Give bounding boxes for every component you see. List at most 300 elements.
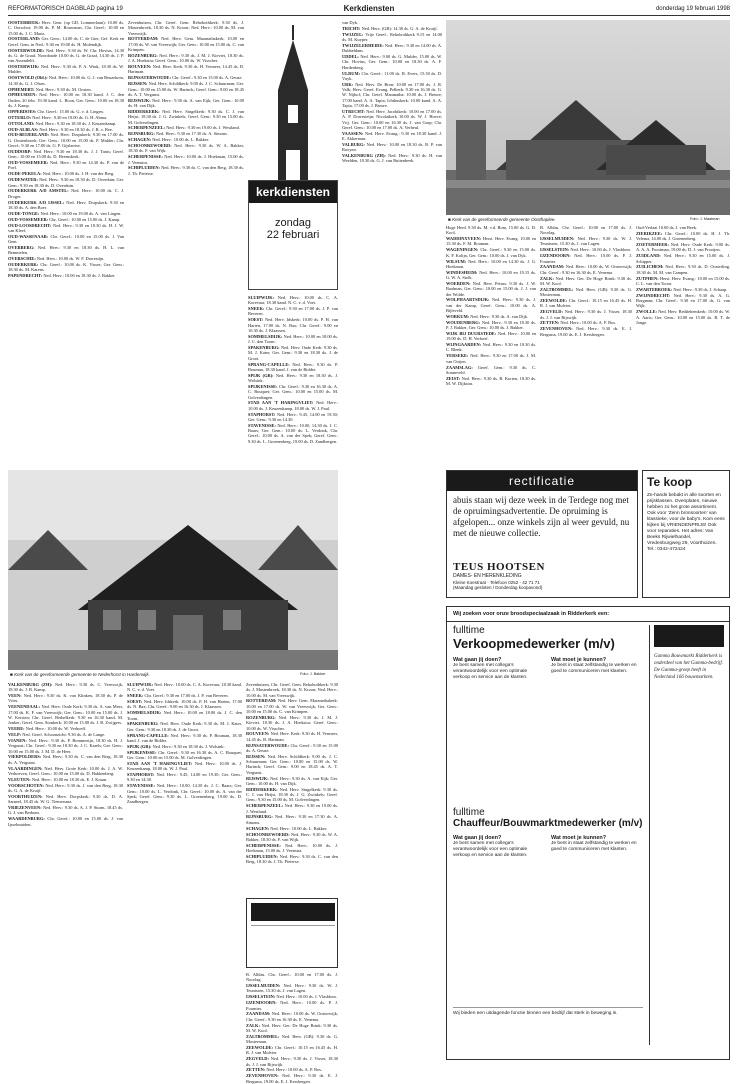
- job2-title: Chauffeur/Bouwmarktmedewerker (m/v): [453, 818, 643, 829]
- church-listing: [342, 82, 442, 108]
- church-listing: [248, 345, 338, 361]
- listing-place: OUDDORP:: [8, 148, 32, 154]
- listing-place: VALKENBURG (ZH):: [8, 682, 53, 687]
- job1-title: Verkoopmedewerker (m/v): [453, 636, 615, 651]
- listing-place: WOUDENBERG:: [446, 319, 481, 325]
- photo1-caption: [448, 217, 678, 222]
- listing-text: Ned. Herv. (GB): 9.30 ds. G. Mosterman.: [540, 286, 632, 298]
- church-listing: [127, 783, 242, 804]
- listing-place: SNEEK:: [248, 306, 265, 312]
- church-listing: [246, 826, 338, 831]
- church-listing: [8, 121, 124, 126]
- shop-address: Kleine Koestraat · Telefoon 0252 - 42 71 71: [453, 580, 540, 585]
- listing-place: RIJSSEN:: [128, 81, 148, 87]
- listing-text: Ned. Herv.: 10.00 ds. L. Bakker.: [270, 825, 328, 831]
- vacancy-heading: Wij zoeken voor onze broodspeciaalzaak in Ridderkerk een:: [447, 607, 729, 622]
- church-listing: [127, 772, 242, 783]
- church-listing: [128, 20, 244, 36]
- church-listing: [342, 71, 442, 82]
- church-listing: [246, 754, 338, 775]
- church-listing: [446, 225, 536, 236]
- church-listing: [540, 253, 632, 264]
- listing-place: ZALK:: [540, 275, 554, 281]
- listing-place: ZEVENHOVEN:: [540, 326, 573, 332]
- listing-place: ZOETERMEER:: [636, 242, 669, 248]
- church-listing: [540, 264, 632, 275]
- listing-text: Ned. Herv.: 9.30 ds. R. Korten, 18.30 ds. M. W. Dijkstra.: [446, 375, 536, 387]
- listing-text: Chr. Geref.: 9.30 en 16.30 ds. A. C. Bouquet; Ger. Gem.: 10.00 en 15.00 ds. M. Golverdingen.: [248, 383, 338, 400]
- listing-text: Ned. Herv.: 9.30 en 19.00 ds. J. Westland.: [246, 803, 338, 814]
- listing-place: OTTOLAND:: [8, 120, 35, 126]
- listing-place: SPRANG-CAPELLE:: [248, 361, 290, 367]
- church-listing: [540, 309, 632, 320]
- listing-text: Chr. Geref.: 15.00 ds. G. v. d. Lingen.: [37, 108, 104, 114]
- listing-text: B. Alblas. Chr. Geref.: 10.00 en 17.00 ds. J. Noorlag.: [540, 225, 632, 236]
- listing-place: RIJNSBURG:: [246, 814, 273, 820]
- shop-hours: (Maandag gesloten / Donderdag koopavond): [453, 585, 543, 590]
- listing-text: Ned. Herv.: 10.00 en 18.30 ds. E. J. Kraan.: [31, 776, 108, 782]
- job2-a1: Je bent samen met collega's verantwoordelijk voor een optimale verkoop en service aan de klanten.: [453, 841, 528, 858]
- listing-place: SCHAGEN:: [128, 137, 152, 143]
- listing-column-8: [636, 225, 730, 465]
- church-listing: [128, 154, 244, 165]
- listing-text: Ned. Herv.: 9.30 ds. A. van Dijk.: [470, 313, 529, 319]
- church-listing: [246, 994, 338, 999]
- job1-left: [453, 657, 543, 681]
- listing-text: Ned. Herv. Schildkerk: 9.00 ds. J. C. Schuurman; Ger. Gem.: 10.00 en 15.00 ds. W. Harinck; Geref. Gem.: 9.00 en 18.45 ds. A. T. Vergunst.: [246, 753, 338, 775]
- listing-text: Ned. Herv.: 9.30 ds. E. J. Bergsma, 19.00 ds. E. J. Kersbergen.: [540, 326, 632, 337]
- listing-text: Ned. Herv.: 9.30 ds. J. Visser, 18.30 ds. J. J. van Rijswijk.: [246, 1056, 338, 1067]
- listing-text: Ned. Herv. Petrus: 9.30 ds. J. W. Baalman, Ger. Gem.: 10.00 en 15.00 ds. J. J. van der Wolde.: [446, 280, 536, 297]
- job2-right: [551, 835, 641, 859]
- listing-place: STAVENISSE:: [248, 422, 276, 428]
- listing-place: RIJSSEN:: [246, 753, 266, 759]
- listing-text: Ned. Herv.: 9.30 en 18.30 ds. J. R. v. Ree.: [39, 126, 113, 132]
- listing-text: Ned. Herv.: 9.45, 14.00 en 19.30; Ger. Gem.: 9.30 en 14.30.: [248, 411, 338, 422]
- listing-text: Ned. Herv.: 9.30 ds. W. J. Teunissen, 15.30 ds. J. van Lagen.: [540, 236, 632, 247]
- banner-title: kerkdiensten: [249, 181, 337, 203]
- church-listing: [248, 334, 338, 345]
- listing-text: Ned. Herv. Oude Kerk: 9.30 ds. M. J. Kater, Ger. Gem.: 9.30 en 18.30 ds. J. de Groot.: [248, 345, 338, 361]
- church-listing: [8, 732, 123, 737]
- church-photo-2-image: [8, 470, 338, 670]
- listing-text: Ned. Herv.: 9.30 ds. D. Oosterling, 18.30 ds. M. M. van Campen.: [636, 264, 731, 275]
- listing-text: Ned. Herv. Schildkerk: 9.00 ds. J. C. Schuurman; Ger. Gem.: 10.00 en 15.00 ds. W. Harinck; Geref. Gem.: 9.00 en 18.45 ds. A. T. Vergunst.: [128, 81, 244, 97]
- listing-place: OVERBERG:: [8, 244, 35, 250]
- listing-place: ZETTEN:: [246, 1067, 266, 1073]
- church-listing: [8, 783, 123, 794]
- church-listing: [246, 1034, 338, 1045]
- listing-place: STAPHORST:: [248, 411, 276, 417]
- page-header: [8, 4, 730, 16]
- church-listing: [8, 766, 123, 777]
- vacancy-footer: Wij bieden een uitdagende functie binnen een bedrijf dat sterk in beweging is.: [453, 1007, 643, 1017]
- listing-place: ROUVEEN:: [246, 731, 270, 737]
- listing-place: VOORTHUIZEN:: [8, 793, 43, 799]
- job2-q2: Wat moet je kunnen?: [551, 835, 607, 841]
- church-listing: [8, 245, 124, 256]
- listing-place: SPAKENBURG:: [248, 345, 280, 351]
- vacancy-job2: [453, 807, 643, 859]
- listing-place: SCHIPLUIDEN:: [128, 165, 160, 171]
- listing-text: Geref. Gem.: 9.30 ds. C. Sonneveld.: [446, 364, 536, 375]
- listing-place: OUD-LOOSDRECHT:: [8, 222, 52, 228]
- church-listing: [246, 698, 338, 714]
- listing-place: SCHAGEN:: [246, 825, 270, 831]
- church-listing: [636, 293, 730, 309]
- listing-text: Chr. Geref.: 10.15 en 16.45 ds. H. R. J. van Mulvier.: [246, 1045, 338, 1056]
- listing-text: Ned. Herv.: 9.30 ds. W. A. Bakker, 18.30 ds. F. van Wijk.: [128, 143, 244, 154]
- church-listing: [8, 726, 123, 731]
- listing-text: Ned. Herv.: 10.00 ds. C. A. Korevaar, 18.30 kand. N. C. v. d. Voet.: [127, 682, 242, 693]
- listing-text: Chr. Geref.: 10.15 en 16.45 ds. H. R. J. van Mulvier.: [540, 298, 632, 309]
- listing-place: IJSSELMUIDEN:: [246, 983, 281, 989]
- listing-text: Ned. Herv.: 9.30 ds. C. van den Berg, 18.30 ds. J. Th. Pieterse.: [246, 853, 338, 865]
- church-listing: [8, 262, 124, 273]
- listing-place: OOSTWOLD (Old.):: [8, 75, 48, 81]
- listing-text: Ned. Herv.: 9.30 en 14.30 ds. P. van de Poel.: [8, 160, 124, 171]
- listing-place: SLUIPWIJK:: [127, 682, 154, 687]
- listing-text: Chr. Geref.: 10.00 en 15.00 ds. J. Van Gent.: [8, 233, 124, 245]
- listing-place: SPIJK (GR):: [248, 372, 274, 378]
- church-listing: [446, 247, 536, 258]
- listing-text: Ned. Herv.: 9.30 ds. P. Bommezijn, 18.30 ds. H. J. Vergunst; Chr. Geref.: 9.30 en 18.30 ds. J. C. Karels; Ger. Gem.: 10.00 en 15.00 ds. J. M. D. de Heer.: [8, 737, 123, 754]
- listing-place: ZEGVELD:: [540, 309, 563, 315]
- listing-text: Ned. Herv. Grote Kerk: 10.00 ds. J. A. W. Verhoeven, Geref. Gem.: 10.00 en 15.00 ds. D. Hakkenberg.: [8, 765, 123, 776]
- listing-place: IJZENDOORN:: [540, 253, 571, 259]
- listing-place: WORKUM:: [446, 313, 470, 319]
- listing-column-11: [246, 682, 338, 892]
- listing-text: Ned. Herv.: 9.30 en 17.30 ds. A. Simons.: [155, 131, 228, 137]
- photo2-caption: [10, 672, 290, 677]
- church-listing: [127, 699, 242, 710]
- listing-text: Herst. Herv. Evang.: 10.00 en 15.00 ds. C. L. van den Toorn.: [636, 275, 730, 286]
- kerkdiensten-banner: [248, 20, 338, 290]
- listing-place: SOEST:: [127, 699, 143, 705]
- job1-prefix: fulltime: [453, 625, 485, 636]
- listing-place: VIERPOLDERS:: [8, 754, 42, 760]
- church-listing: [8, 149, 124, 160]
- listing-place: ZETTEN:: [540, 320, 560, 326]
- church-listing: [342, 32, 442, 43]
- listing-text: Ned. Herv.: 10.00 ds. W. Oosterwijk; Chr. Geref.: 9.30 en 16.30 ds. E. Venema.: [246, 1011, 338, 1022]
- church-listing: [342, 109, 442, 130]
- listing-text: Ned. Herv.: 9.30 en 18.30 ds. H. L. van Bemmelen.: [8, 244, 124, 256]
- listing-text: Herst. Herv. Evang. 10.00 en 15.30 ds. F. M. Bouman.: [446, 236, 536, 247]
- church-listing: [342, 20, 442, 25]
- listing-place: SCHOONREWOERD:: [128, 143, 172, 149]
- rectificatie-title: rectificatie: [447, 471, 637, 491]
- listing-place: SPIJK (GR):: [127, 743, 152, 749]
- listing-column-6: [446, 225, 536, 465]
- church-listing: [446, 353, 536, 364]
- listing-text: Ned. Herv.: 9.30 ds. P. Bouman, 18.30 kand. J. van de Ridder.: [248, 361, 338, 372]
- listing-place: ZAANDAM:: [540, 264, 565, 270]
- listing-text: Hoge Herd. 9.30 ds. M. v.d. Bom, 15.00 ds. G. D. Kool.: [446, 225, 536, 236]
- listing-text: Ned. Herv.: 9.30 ds. A. van Eijk; Ger. Gem.: 10.00 ds. H. van Dijk.: [128, 97, 244, 109]
- job1-q2: Wat moet je kunnen?: [551, 657, 607, 663]
- listing-place: SCHOONREWOERD:: [246, 831, 290, 837]
- listing-text: Ned. Herv. Ger. De Hoge Brink: 9.30 ds. M. W. Kool.: [246, 1022, 338, 1033]
- church-listing: [248, 295, 338, 306]
- listing-text: Ned. Herv. Oude Kerk: 9.00 ds. A. A. A. Poortman, 19.00 ds. D. J. van Prooijen.: [636, 242, 730, 253]
- listing-place: OOSTERWIJK:: [8, 64, 40, 70]
- church-listing: [246, 832, 338, 843]
- vacancy-job1: [453, 625, 643, 681]
- church-listing: [248, 384, 338, 400]
- listing-place: ZAANDAM:: [246, 1011, 271, 1017]
- listing-place: VOORSCHOTEN:: [8, 782, 45, 788]
- church-listing: [246, 682, 338, 698]
- shop-name: TEUS HOOTSEN: [453, 561, 545, 573]
- church-listing: [8, 127, 124, 132]
- church-listing: [246, 1023, 338, 1034]
- photo2-caption-text: Kerk van de gereformeerde gemeente te Nederhorst in Harderwijk.: [14, 672, 150, 677]
- church-listing: [248, 362, 338, 373]
- listing-place: ZUTPHEN:: [636, 275, 659, 281]
- church-listing: [246, 731, 338, 742]
- listing-column-12: [246, 972, 338, 1084]
- church-listing: [8, 48, 124, 64]
- listing-text: Ned. Herv.: 9.30 en 17.00 ds. J. M. van Ooijen.: [446, 353, 536, 364]
- listing-place: ROZENBURG:: [128, 52, 158, 58]
- listing-text: Ned. Herv.: 9.30 ds. E. J. Bergsma, 19.00 ds. E. J. Kersbergen.: [246, 1073, 338, 1084]
- listing-text: Ned. Herv.: 10.00 en 18.30 kand. J. C. den Ouden, 20 febr. 19.30 kand. L. Boon, Ger. Gem.: 10.00 en 18.30 ds. J. Kamp.: [8, 92, 124, 109]
- job1-q1: Wat gaan jij doen?: [453, 657, 502, 663]
- listing-place: STAPHORST:: [127, 772, 155, 778]
- listing-place: OUDEWATER:: [8, 177, 38, 183]
- listing-place: ULRUM:: [342, 70, 361, 76]
- church-listing: [8, 704, 123, 725]
- church-listing: [8, 188, 124, 199]
- listing-place: ZALTBOMMEL:: [246, 1033, 280, 1039]
- church-listing: [128, 109, 244, 125]
- church-listing: [8, 223, 124, 234]
- listing-text: Ned. Herv.: 10.00 en 19.15 ds. G. W. A. Stolk.: [446, 269, 536, 281]
- listing-text: Ned. Herv.: 10.00 en 18.30 ds. B. P. van Rooyen.: [342, 141, 442, 153]
- listing-place: PAPENDRECHT:: [8, 273, 43, 279]
- church-listing: [8, 754, 123, 765]
- banner-day: zondag: [274, 217, 312, 229]
- listing-text: Ned. Herv.: 10.00 ds. J. Hoekman, 15.00 ds. J. Veenstra.: [128, 154, 244, 165]
- job1-right: [551, 657, 641, 681]
- listing-place: IJSSELSTEIN:: [540, 247, 570, 253]
- listing-text: Ned. Herv.: 9.00 ds. G. Mulder, 15.00 ds. W. Chr. Hovius, Ger. Gem.: 10.00 en 18.30 ds. A. F. Hardenberg.: [342, 54, 442, 70]
- listing-text: Oud-Verlaat 10.00 ds. J. van Beek.: [636, 225, 698, 230]
- listing-place: OUDE-PEKELA:: [8, 171, 42, 177]
- church-listing: [540, 276, 632, 287]
- listing-text: Ned. Herv. Oude Kerk: 9.30 ds. A. van Meer, 17.00 ds. K. F. van Vreeswijk; Ger. Gem.: 10.00 en 15.00 ds. J. W. Kersten; Chr. Geref. Bethelkerk: 9.30 en 16.30 kand. M. Jonker; Geref. Gem. Sionkerk: 10.00 en 15.00 ds. J. B. Zwijgers.: [8, 704, 123, 726]
- listing-place: ROTTERDAM:: [246, 698, 277, 704]
- church-listing: [128, 81, 244, 97]
- listing-text: Chr. Geref.: 9.30 en 15.00 ds. A. Geuze.: [172, 75, 243, 81]
- church-listing: [248, 412, 338, 423]
- listing-text: Herv. Gem. (op GD, Lommerlaan): 10.00 ds. C. Oorschot; 19.00 ds. P. M. Bouwman, Chr. Geref.: 10.00 en 15.00 ds. J. C. Maris.: [8, 20, 124, 36]
- job2-prefix: fulltime: [453, 807, 485, 818]
- church-listing: [8, 132, 124, 148]
- church-listing: [127, 721, 242, 732]
- church-listing: [128, 125, 244, 130]
- listing-text: Ned. Herv. De Bron: 10.00 en 17.00 ds. J. R. Valk; Herv. Geref. Evang. Pelkerk: 9.30 en 16.30 ds. G. W. Nijhof; Chr. Geref. Maranatha: 10.00 ds. J. Breure, 17.00 kand. A. A. Tapia; Ichthuskerk: 10.00 kand. A. A. Tapia, 17.00 ds. J. Breure.: [342, 81, 442, 109]
- photo1-caption-text: Kerk van de gereformeerde gemeente Oosthaplee.: [452, 217, 556, 222]
- listing-place: OTTERLO:: [8, 114, 32, 120]
- listing-text: Ned. Herv.: 9.30 en 18.30 ds. P. J. Bakker, Ger. Gem.: 10.00 ds. J. Bakker.: [446, 319, 536, 331]
- listing-column-3: [248, 295, 338, 465]
- listing-place: OOSTERBEEK:: [8, 20, 40, 25]
- listing-place: WAARDENBURG:: [8, 816, 45, 822]
- church-listing: [8, 177, 124, 188]
- church-listing: [8, 64, 124, 75]
- church-listing: [636, 264, 730, 275]
- listing-place: OUD-VOSSEMEER:: [8, 160, 49, 166]
- listing-text: Ned. Herv.: 9.30 en 18.30 ds. J. Wolsink.: [248, 372, 338, 384]
- listing-place: SPAKENBURG:: [127, 721, 159, 727]
- listing-place: SNEEK:: [127, 693, 144, 699]
- church-listing: [128, 131, 244, 136]
- listing-text: Ned. Herv.: 10.00 ds. J. Vlasblom.: [276, 994, 337, 1000]
- listing-place: STAD AAN 'T HARINGVLIET:: [127, 760, 193, 766]
- listing-place: SCHIPLUIDEN:: [246, 853, 278, 859]
- listing-place: RIDDERKERK:: [128, 108, 160, 114]
- listing-text: Ned. Herv.: 10.00 ds. W. Oosterwijk; Chr. Geref.: 9.30 en 16.30 ds. E. Venema.: [540, 264, 632, 275]
- church-listing: [446, 270, 536, 281]
- church-listing: [246, 972, 338, 983]
- listing-place: SCHERPENISSE:: [246, 842, 281, 848]
- listing-text: Ger. Gem.: 14.00 ds. C. de Gier, Gef. Kerk en Geref. Gem. in Ned.: 9.30 en 19.00 ds. H. Molendijk.: [8, 36, 124, 47]
- listing-place: ZEGVELD:: [246, 1056, 269, 1062]
- listing-place: VAASSEN:: [342, 130, 364, 136]
- church-listing: [246, 1073, 338, 1084]
- church-listing: [246, 715, 338, 731]
- listing-text: Ned. Herv.: 10.00 ds. J. Vlasblom.: [570, 247, 631, 253]
- church-listing: [540, 326, 632, 337]
- listing-text: Chr. Geref.: 9.30 en 15.00 ds. A. Geuze.: [246, 742, 338, 753]
- listing-text: Ned. Herv.: 9.30 en 18.30 ds. J. Keuzenkamp.: [35, 120, 117, 126]
- listing-place: SOEST:: [248, 317, 264, 323]
- listing-text: Ned. Herv.: 9.30 ds. J. Visser, 18.30 ds. J. J. van Rijswijk.: [540, 309, 632, 320]
- listing-place: SCHERPENZEEL:: [128, 125, 166, 131]
- listing-place: VEERE:: [8, 726, 25, 732]
- listing-text: Ned. Herv.: 10.00 en 19.00 ds. A. van Lingen.: [40, 210, 122, 216]
- church-listing: [8, 805, 123, 816]
- listing-place: TRICHT:: [342, 25, 361, 31]
- listing-place: VIANEN:: [8, 737, 27, 743]
- vacancy-ad: [446, 606, 730, 1060]
- church-listing: [128, 143, 244, 154]
- listing-place: ZALK:: [246, 1022, 260, 1028]
- church-listing: [8, 256, 124, 261]
- listing-text: Ned. Herv.: 9.30 ds. J. M. J. Kieviet, 18.30 ds. J. A. Hoekstra; Geref. Gem.: 10.00 ds. W. Visscher.: [246, 714, 338, 731]
- listing-column-1: [8, 20, 124, 465]
- church-listing: [446, 365, 536, 376]
- church-listing: [342, 43, 442, 54]
- listing-place: SOMMELSDIJK:: [127, 710, 162, 716]
- listing-place: OUD-ALBLAS:: [8, 126, 39, 132]
- listing-text: Ned. Herv.: 10.00 en 18.00 ds. J. C. den Toom.: [127, 710, 243, 721]
- listing-text: Ned. Herv. Kerk: 9.30 ds. H. Vermeer, 14.45 ds. B. Hartman.: [128, 64, 244, 75]
- listing-place: VELP:: [8, 732, 22, 738]
- church-listing: [127, 710, 242, 721]
- banner-box: [248, 180, 338, 290]
- listing-place: OPHEMERT:: [8, 86, 35, 92]
- church-listing: [127, 761, 242, 772]
- church-listing: [8, 171, 124, 176]
- church-listing: [446, 281, 536, 297]
- church-listing: [540, 320, 632, 325]
- listing-place: OVERSCHIE:: [8, 256, 36, 262]
- listing-text: Ned. Herv. (GB): 9.30 ds. G. Mosterman.: [246, 1033, 338, 1045]
- listing-text: Chr. Geref.: 9.30 en 17.00 ds. J. P. van Beveren.: [144, 693, 229, 699]
- listing-text: Ned. Herv.: 10.00 en 18.00 ds. J. C. den Toom.: [248, 333, 338, 345]
- listing-place: VLAARDINGEN:: [8, 765, 43, 771]
- listing-place: WOLPHAARTSDIJK:: [446, 297, 490, 303]
- listing-text: Ned. Herv.: 10.00 ds. J. Keuzenkamp, 18.00 ds. W. J. Paul.: [127, 760, 242, 772]
- listing-place: OUDERKERK:: [8, 262, 39, 268]
- listing-text: Ned. Herv.: 10.00 en 18.30 ds. J. Bakker.: [43, 273, 116, 279]
- listing-text: Ned. Herv. Oude Kerk: 9.30 ds. M. J. Kater, Ger. Gem.: 9.30 en 18.30 ds. J. de Groot.: [127, 721, 242, 732]
- shop-subtitle: DAMES- EN HERENKLEDING: [453, 573, 522, 579]
- photo1-credit: Foto: J. Maatman: [690, 217, 720, 221]
- listing-place: RIJSWIJK:: [128, 97, 151, 103]
- listing-text: Ned. Herv.: 9.30 ds. W. Chr. Hovius, 14.30 ds. G. de Graaf, Noordoude 10.00 ds. G. de Graaf, 14.30 ds. J. P. van Assendelft.: [8, 47, 124, 64]
- listing-text: Ned. Herv. Singelkerk: 9.30 ds. C. J. van Heijst, 18.30 ds. J. G. Zwinkels; Geref. Gem.: 9.30 en 15.00 ds. M. Golverdingen.: [246, 786, 338, 803]
- church-listing: [8, 20, 124, 36]
- listing-text: Chr. Geref.: 11.00 ds. B. Evers, 15.30 ds. D. Vuyk.: [342, 70, 442, 81]
- listing-place: ROUVEEN:: [128, 64, 152, 70]
- listing-place: WAGENINGEN:: [446, 247, 479, 253]
- church-listing: [246, 776, 338, 787]
- church-listing: [342, 153, 442, 164]
- listing-place: WOERDEN:: [446, 280, 471, 286]
- listing-text: Ned. Herv. Bethlehemkerk: 10.00 ds. W. A. Aarts; Ger. Gem.: 10.00 en 15.00 ds. R. T. de Jonge.: [636, 309, 731, 325]
- listing-text: Zevenhuizen, Chr. Geref. Gem. Rehobothkerk: 9.30 ds. J. Mastenbroek, 18.30 ds. N. Kroon; Ned. Herv.: 10.00 ds. M. van Vreeswijk.: [246, 682, 338, 698]
- te-koop-ad: [642, 470, 730, 598]
- listing-place: ZWIJNDRECHT:: [636, 292, 671, 298]
- church-listing: [540, 287, 632, 298]
- listing-place: WILSUM:: [446, 258, 467, 264]
- listing-place: RIJNSBURG:: [128, 131, 155, 137]
- church-listing: [127, 693, 242, 698]
- listing-text: Ned. Herv. Singelkerk: 9.30 ds. C. J. van Heijst, 18.30 ds. J. G. Zwinkels; Geref. Gem.: 9.30 en 15.00 ds. M. Golverdingen.: [128, 108, 244, 125]
- church-listing: [446, 376, 536, 387]
- listing-place: IJZENDOORN:: [246, 1000, 277, 1006]
- listing-text: Ned. Herv. Dorpskerk: 9.30 en 17.00 ds. G. Oostenbroek; Ger. Gem.: 10.00 en 15.00 ds. P. Mulder; Chr. Geref.: 9.30 en 17.00 ds. G. P. Gijsbertse.: [8, 132, 124, 149]
- listing-place: VRIEZENVEEN:: [8, 805, 42, 811]
- church-listing: [8, 36, 124, 47]
- listing-column-2: [128, 20, 244, 465]
- listing-text: Ned. Herv.: 9.30 en 19.00 ds. G. H. Abma.: [32, 114, 108, 120]
- listing-text: Ned. Herv.: 10.00, 14.30 ds. J. C. Baars; Ger. Gem.: 10.00 ds. L. Verdonk, Chr. Geref.: 10.00 ds. A. van der Spek; Geref. Gem.: 9.30 ds. L. Groenenberg, 19.00 ds. D. Zandbergen.: [127, 783, 242, 805]
- church-listing: [246, 1000, 338, 1011]
- church-listing: [636, 276, 730, 287]
- listing-place: ZEVENHOVEN:: [246, 1073, 279, 1079]
- listing-text: Ned. Herv.: 9.30 en 15.00 ds. J. Schipper.: [636, 253, 730, 264]
- listing-place: VALBURG:: [342, 141, 365, 147]
- church-listing: [246, 743, 338, 754]
- listing-place: ZEIST:: [446, 375, 461, 381]
- church-listing: [127, 682, 242, 693]
- church-illustration: [248, 20, 338, 200]
- rectificatie-ad: [446, 470, 638, 598]
- listing-place: IJSSELMUIDEN:: [540, 236, 575, 242]
- listing-text: Ned. Herv.: 9.45, 14.00 en 19.30; Ger. Gem.: 9.30 en 14.30.: [127, 772, 242, 783]
- church-listing: [540, 298, 632, 309]
- church-listing: [540, 236, 632, 247]
- listing-column-4: [342, 20, 442, 465]
- listing-text: Ned. Herv.: 9.30 en 19.00 ds. J. Westland.: [166, 125, 240, 131]
- listing-place: ROZENBURG:: [246, 714, 276, 720]
- church-listing: [342, 131, 442, 142]
